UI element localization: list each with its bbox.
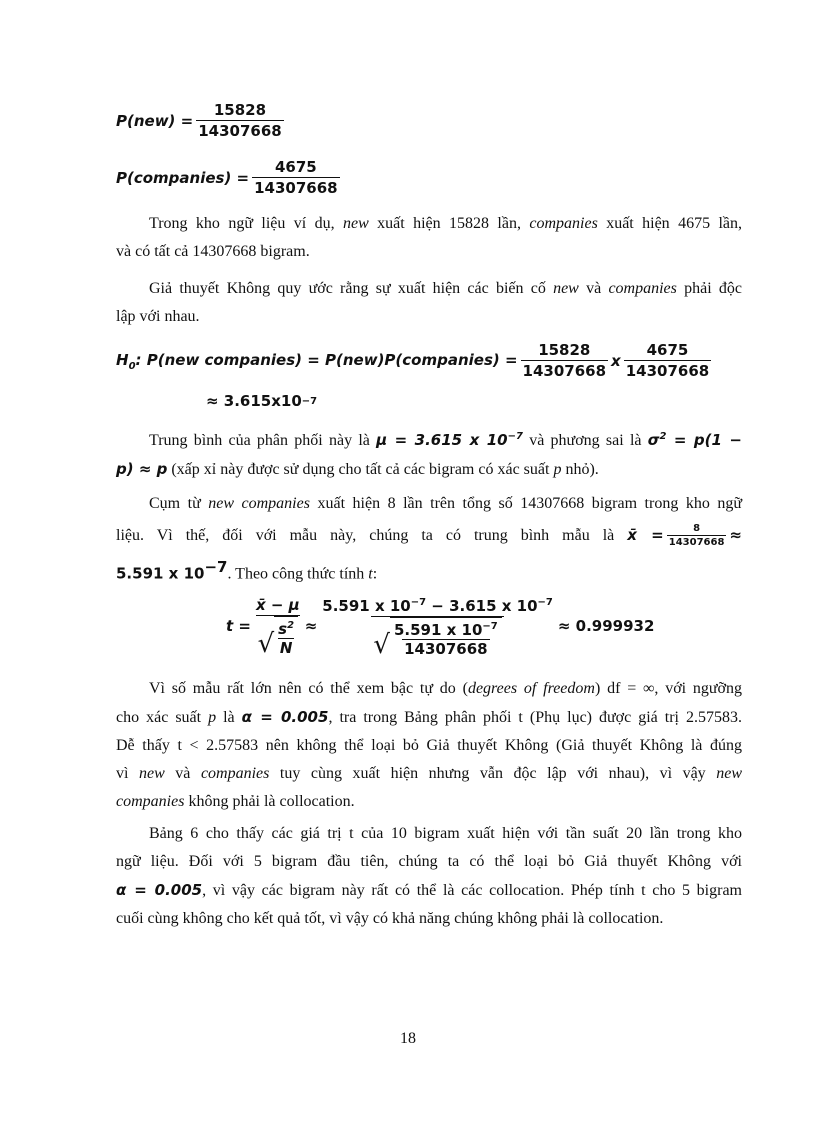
text-line: Trong kho ngữ liệu ví dụ, new xuất hiện 15828 lần, companies xuất hiện 4675 lần, xyxy=(149,215,743,232)
numerator: 15828 xyxy=(213,101,267,119)
paragraph-4 xyxy=(116,490,742,588)
text-line: lập với nhau. xyxy=(116,308,200,325)
fraction-t-values xyxy=(320,593,555,659)
fraction xyxy=(252,157,340,199)
numerator: 4675 xyxy=(646,341,689,359)
paragraph-3 xyxy=(116,423,742,484)
text-line: 5.591 x $10^{-7}$. Theo công thức tính t: xyxy=(116,558,378,583)
denominator: 14307668 xyxy=(198,122,282,140)
text-line: cho xác suất p là α = 0.005, tra trong Bảng phân phối t (Phụ lục) được giá trị 2.57583. xyxy=(116,708,743,726)
numerator: 4675 xyxy=(274,158,317,176)
text-line: vì new và companies tuy cùng xuất hiện nhưng vẫn độc lập với nhau), vì vậy new xyxy=(116,765,742,782)
numerator: 15828 xyxy=(538,341,591,359)
t-result: ≈ 0.999932 xyxy=(557,617,655,635)
text-line: Trung bình của phân phối này là μ = 3.615 x $10^{-7}$ và phương sai là $\sigma^2 = p(1$ − xyxy=(149,431,742,449)
fraction: $\frac{8}{14307668}$ xyxy=(668,523,725,549)
equation-lhs: P(new) = xyxy=(116,112,194,130)
paragraph-6 xyxy=(116,820,742,933)
text-line: α = 0.005, vì vậy các bigram này rất có thể là các collocation. Phép tính t cho 5 bigram xyxy=(116,881,742,899)
paragraph-5 xyxy=(116,675,742,816)
text-line: Bảng 6 cho thấy các giá trị t của 10 bigram xuất hiện với tần suất 20 lần trong kho xyxy=(149,825,742,842)
text-line: và có tất cả 14307668 bigram. xyxy=(116,243,310,260)
text-line: p) ≈ p (xấp xỉ này được sử dụng cho tất cả các bigram có xác suất p nhỏ). xyxy=(116,460,599,478)
denominator xyxy=(371,616,503,659)
equation-null-hypothesis xyxy=(116,340,714,382)
numerator: x̄ − μ xyxy=(255,595,300,614)
denominator: 14307668 xyxy=(254,179,338,197)
fraction xyxy=(624,340,712,382)
equation-approx-value: ≈ 3.615x10 −7 xyxy=(206,392,318,410)
approx-symbol: ≈ xyxy=(304,617,318,635)
text-line: companies không phải là collocation. xyxy=(116,793,355,810)
text-line: liệu. Vì thế, đối với mẫu này, chúng ta có trung bình mẫu là x̄ = $\frac{8}{14307668}$ ≈ xyxy=(116,523,742,549)
text-line: cuối cùng không cho kết quả tốt, vì vậy có khả năng chúng không phải là collocation. xyxy=(116,910,664,927)
denominator xyxy=(256,615,300,658)
equation-lhs: $H_0$: P(new companies) = P(new)P(companies) = xyxy=(116,350,518,372)
fraction xyxy=(521,340,609,382)
text-line: Cụm từ new companies xuất hiện 8 lần trên tổng số 14307668 bigram trong kho ngữ xyxy=(149,495,743,512)
paragraph-1 xyxy=(116,210,742,266)
denominator: 14307668 xyxy=(625,362,710,380)
text-line: Dễ thấy t < 2.57583 nên không thể loại bỏ Giả thuyết Không (Giả thuyết Không là đúng xyxy=(116,737,742,754)
text-line: ngữ liệu. Đối với 5 bigram đầu tiên, chúng ta có thể loại bỏ Giả thuyết Không với xyxy=(116,853,742,870)
numerator: 5.591 x $10^{-7} - 3.615$ x $10^{-7}$ xyxy=(322,597,553,615)
fraction-t-formula xyxy=(254,595,302,658)
equation-p-new xyxy=(116,100,287,142)
equation-lhs: P(companies) = xyxy=(116,169,250,187)
denominator: 14307668 xyxy=(522,362,607,380)
text-line: Giả thuyết Không quy ước rằng sự xuất hiện các biến cố new và companies phải độc xyxy=(149,280,742,297)
page-number: 18 xyxy=(400,1030,416,1047)
equation-t-statistic xyxy=(226,593,654,659)
square-root: √ $\frac{5.591 x 10^{-7}}{14307668}$ xyxy=(373,617,501,658)
equation-p-companies xyxy=(116,157,343,199)
t-symbol: t = xyxy=(226,617,251,635)
square-root: √ $\frac{s^2}{N}$ xyxy=(258,616,298,657)
times-symbol: x xyxy=(611,352,621,370)
fraction xyxy=(196,100,284,142)
paragraph-2 xyxy=(116,275,742,331)
text-line: Vì số mẫu rất lớn nên có thể xem bậc tự do (degrees of freedom) df = ∞, với ngưỡng xyxy=(149,680,743,697)
